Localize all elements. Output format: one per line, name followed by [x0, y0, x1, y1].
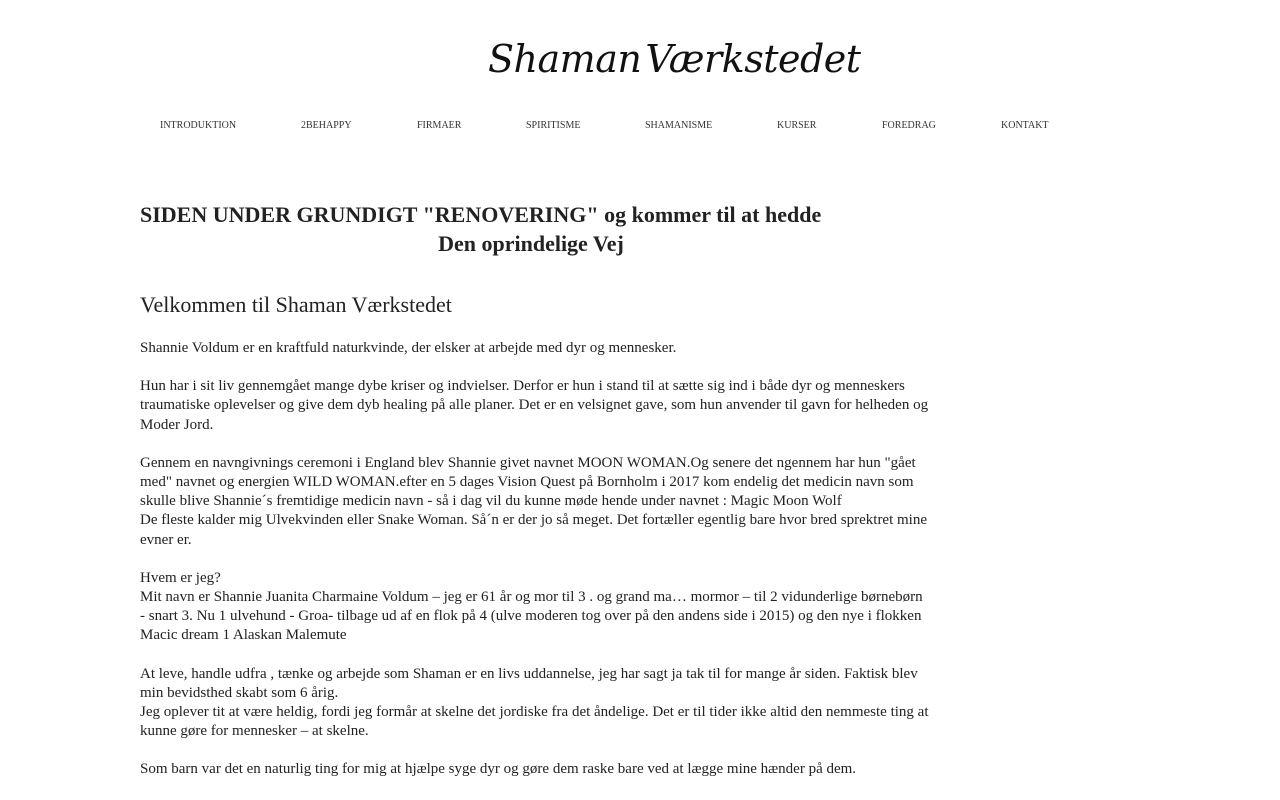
nav-item-spiritisme[interactable]: SPIRITISME [526, 120, 581, 131]
site-header [0, 0, 1280, 160]
nav-item-2behappy[interactable]: 2BEHAPPY [301, 120, 352, 131]
logo-text-left: Shaman [488, 37, 642, 81]
shaman-discern: Jeg oplever tit at være heldig, fordi jeg formår at skelne det jordiske fra det åndelige. Det er til tider ikke altid den nemmeste ting at kunne gøre for mennesker – at skelne. [140, 704, 929, 740]
paragraph-names [140, 454, 930, 550]
nav-item-kurser[interactable]: KURSER [777, 120, 817, 131]
main-content [140, 200, 930, 778]
who-question: Hvem er jeg? [140, 569, 221, 586]
paragraph-names-extra: De fleste kalder mig Ulvekvinden eller Snake Woman. Så´n er der jo så meget. Det fortæller egentlig bare hvor bred sprektret mine evner er. [140, 512, 928, 548]
nav-item-introduktion[interactable]: INTRODUKTION [160, 120, 237, 131]
paragraph-childhood: Som barn var det en naturlig ting for mig at hjælpe syge dyr og gøre dem raske bare ved at lægge mine hænder på dem. [140, 761, 857, 778]
main-nav [160, 120, 1120, 134]
paragraph-intro: Shannie Voldum er en kraftfuld naturkvinde, der elsker at arbejde med dyr og mennesker. [140, 340, 677, 356]
paragraph-crises: Hun har i sit liv gennemgået mange dybe kriser og indvielser. Derfor er hun i stand til at sætte sig ind i både dyr og menneskers traumatiske oplevelser og give dem dyb healing på alle planer. Det er en velsignet gave, som hun anvender til gavn for helheden og Moder Jord. [140, 378, 929, 433]
nav-item-firmaer[interactable]: FIRMAER [417, 120, 462, 131]
site-logo[interactable] [488, 32, 861, 86]
paragraph-shaman [140, 665, 930, 742]
paragraph-names-text: Gennem en navngivnings ceremoni i England blev Shannie givet navnet MOON WOMAN.Og senere det ngennem har hun "gået med" navnet og energien WILD WOMAN.efter en 5 dages Vision Quest på Bornholm i 2017 kom endelig det medicin navn som skulle blive Shannie´s fremtidige medicin navn - så i dag vil du kunne møde hende under navnet : Magic Moon Wolf [140, 454, 916, 510]
page-headline [140, 200, 922, 258]
paragraph-who [140, 569, 930, 646]
shaman-education: At leve, handle udfra , tænke og arbejde som Shaman er en livs uddannelse, jeg har sagt ja tak til for mange år siden. Faktisk blev min bevidsthed skabt som 6 årig. [140, 665, 918, 701]
nav-item-foredrag[interactable]: FOREDRAG [882, 120, 936, 131]
nav-item-shamanisme[interactable]: SHAMANISME [645, 120, 713, 131]
headline-line-2: Den oprindelige Vej [438, 231, 624, 256]
headline-line-1: SIDEN UNDER GRUNDIGT "RENOVERING" og kommer til at hedde [140, 202, 822, 227]
welcome-heading: Velkommen til Shaman Værkstedet [140, 292, 452, 317]
nav-item-kontakt[interactable]: KONTAKT [1001, 120, 1049, 131]
intro-text [140, 339, 930, 799]
who-answer: Mit navn er Shannie Juanita Charmaine Voldum – jeg er 61 år og mor til 3 . og grand ma… mormor – til 2 vidunderlige børnebørn - snart 3. Nu 1 ulvehund - Groa- tilbage ud af en flok på 4 (ulve moderen tog over på den andens side i 2015) og den nye i flokken Macic dream 1 Alaskan Malemute [140, 589, 923, 644]
logo-text-right: Værkstedet [645, 37, 861, 81]
